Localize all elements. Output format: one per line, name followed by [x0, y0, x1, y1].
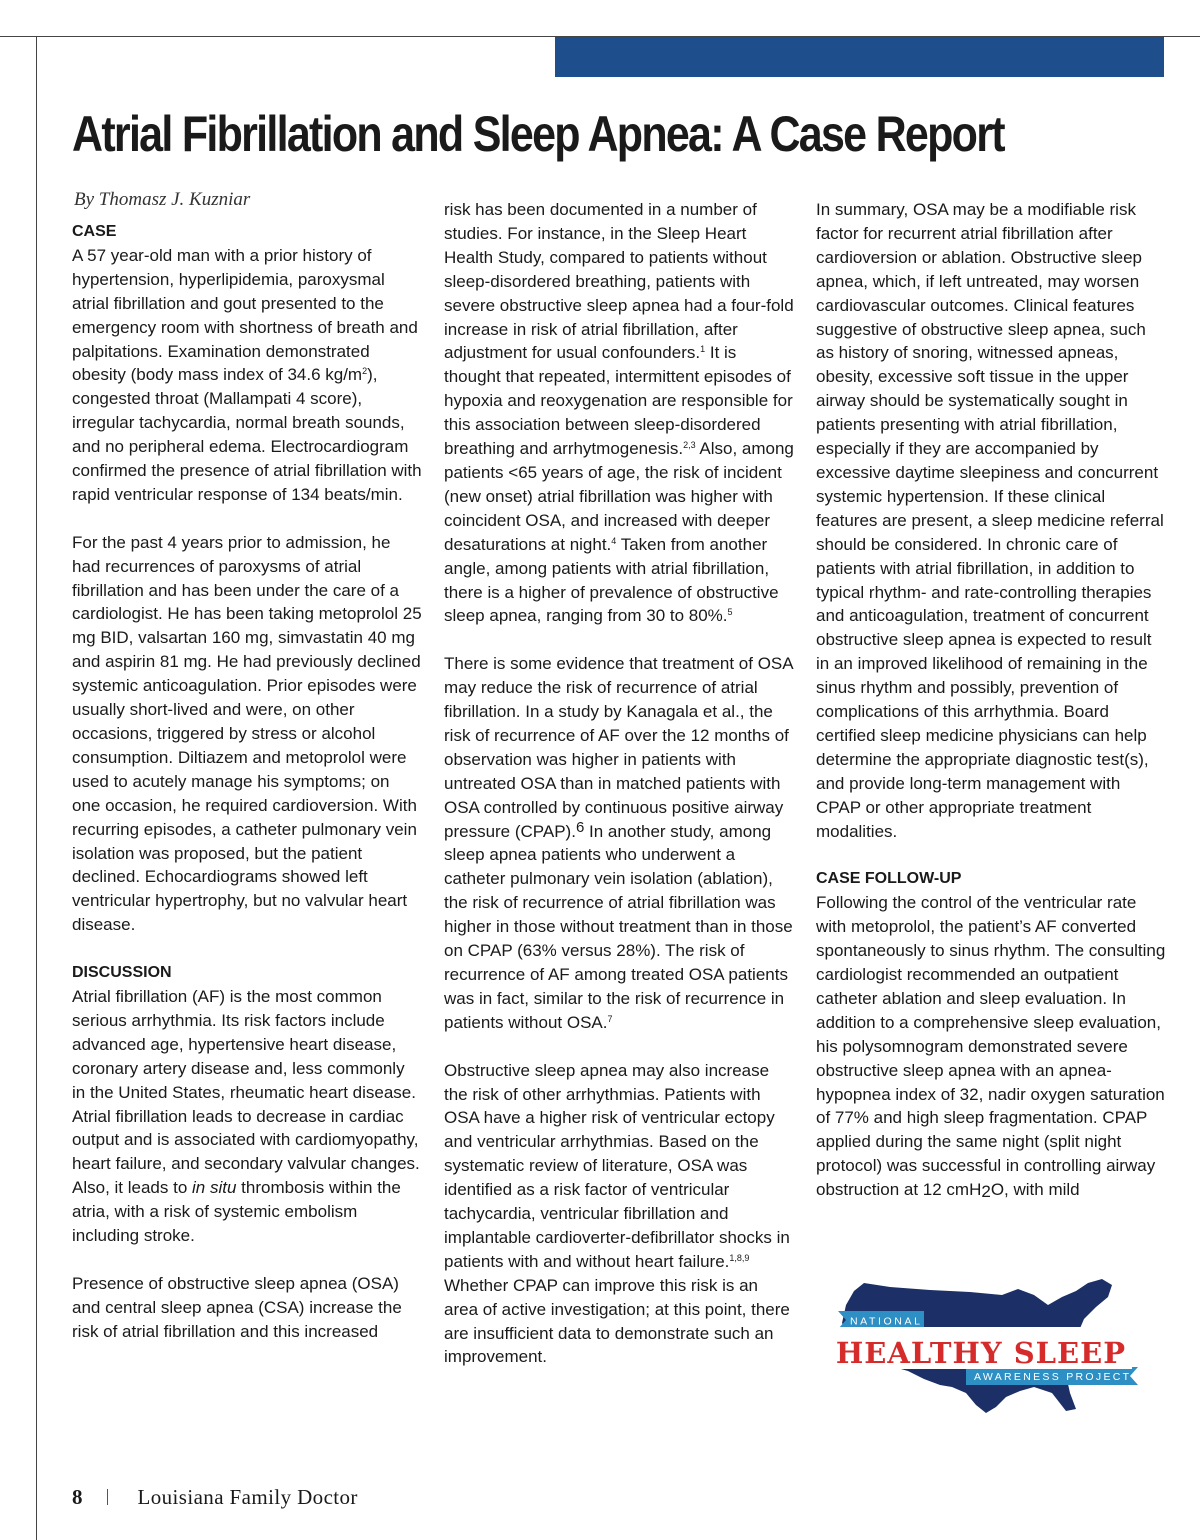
healthy-sleep-logo: [820, 1275, 1148, 1415]
followup-paragraph: Following the control of the ventricular rate with metoprolol, the patient’s AF converted spontaneously to sinus rhythm. The consulting cardiologist recommended an outpatient catheter ablation and sleep evaluation. In addition to a comprehensive sleep evaluation, his polysomnogram demonstrated severe obstructive sleep apnea with an apnea-hypopnea index of 32, nadir oxygen saturation of 77% and high sleep fragmentation. CPAP applied during the same night (split night protocol) was successful in controlling airway obstruction at 12 cmH$_2$O, with mild: [816, 893, 1166, 1202]
article-title: Atrial Fibrillation and Sleep Apnea: A Case Report: [72, 106, 1004, 162]
page-footer: [72, 1485, 358, 1510]
case-paragraph-1: A 57 year-old man with a prior history of hypertension, hyperlipidemia, paroxysmal atrial fibrillation and gout presented to the emergency room with shortness of breath and palpitations. Examination demonstrated obesity (body mass index of 34.6 $kg/m^2$), congested throat (Mallampati 4 score), irregular tachycardia, normal breath sounds, and no peripheral edema. Electrocardiogram confirmed the presence of atrial fibrillation with rapid ventricular response of 134 beats/min.: [72, 245, 422, 504]
footer-divider: [107, 1489, 108, 1505]
logo-line-1: NATIONAL: [850, 1315, 923, 1328]
column-1: [72, 220, 422, 1344]
column-2: [444, 198, 796, 1369]
logo-line-2: HEALTHY SLEEP: [835, 1336, 1127, 1370]
case-paragraph-2: For the past 4 years prior to admission, he had recurrences of paroxysms of atrial fibrillation and has been under the care of a cardiologist. He has been taking metoprolol 25 mg BID, valsartan 160 mg, simvastatin 40 mg and aspirin 81 mg. He had previously declined systemic anticoagulation. Prior episodes were usually short-lived and were, on other occasions, triggered by stress or alcohol consumption. Diltiazem and metoprolol were used to acutely manage his symptoms; on one occasion, he required cardioversion. With recurring episodes, a catheter pulmonary vein isolation was proposed, but the patient declined. Echocardiograms showed left ventricular hypertrophy, but no valvular heart disease.: [72, 532, 422, 935]
col2-paragraph-1: risk has been documented in a number of studies. For instance, in the Sleep Heart Health Study, compared to patients without sleep-disordered breathing, patients with severe obstructive sleep apnea had a four-fold increase in risk of atrial fibrillation, after adjustment for usual confounders.$^1$ It is thought that repeated, intermittent episodes of hypoxia and reoxygenation are responsible for this association between sleep-disordered breathing and arrhytmogenesis.$^{2,3}$ Also, among patients <65 years of age, the risk of incident (new onset) atrial fibrillation was higher with coincident OSA, and increased with deeper desaturations at night.$^4$ Taken from another angle, among patients with atrial fibrillation, there is a higher of prevalence of obstructive sleep apnea, ranging from 30 to 80%.$^5$: [444, 200, 794, 626]
logo-line-3: AWARENESS PROJECT: [974, 1371, 1132, 1383]
discussion-paragraph-2: Presence of obstructive sleep apnea (OSA) and central sleep apnea (CSA) increase the risk of atrial fibrillation and this increased: [72, 1273, 402, 1341]
case-heading: CASE: [72, 223, 117, 240]
col2-paragraph-2: There is some evidence that treatment of OSA may reduce the risk of recurrence of atrial fibrillation. In a study by Kanagala et al., the risk of recurrence of AF over the 12 months of observation was higher in patients with untreated OSA than in matched patients with OSA controlled by continuous positive airway pressure (CPAP).$^6$ In another study, among sleep apnea patients who underwent a catheter pulmonary vein isolation (ablation), the risk of recurrence of atrial fibrillation was higher in those without treatment than in those on CPAP (63% versus 28%). The risk of recurrence of AF among treated OSA patients was in fact, similar to the risk of recurrence in patients without OSA.$^7$: [444, 654, 793, 1032]
us-map-icon: [820, 1275, 1148, 1415]
column-3: [816, 198, 1166, 1202]
col2-paragraph-3: Obstructive sleep apnea may also increase the risk of other arrhythmias. Patients with OSA have a higher risk of ventricular ectopy and ventricular arrhythmias. Based on the systematic review of literature, OSA was identified as a risk factor of ventricular tachycardia, ventricular fibrillation and implantable cardioverter-defibrillator shocks in patients with and without heart failure.$^{1,8,9}$ Whether CPAP can improve this risk is an area of active investigation; at this point, there are insufficient data to demonstrate such an improvement.: [444, 1060, 790, 1367]
publication-name: Louisiana Family Doctor: [137, 1485, 358, 1509]
page-number: 8: [72, 1485, 83, 1509]
summary-paragraph: In summary, OSA may be a modifiable risk factor for recurrent atrial fibrillation after cardioversion or ablation. Obstructive sleep apnea, which, if left untreated, may worsen cardiovascular outcomes. Clinical features suggestive of obstructive sleep apnea, such as history of snoring, witnessed apneas, obesity, excessive soft tissue in the upper airway should be systematically sought in patients presenting with atrial fibrillation, especially if they are accompanied by excessive daytime sleepiness and concurrent systemic hypertension. If these clinical features are present, a sleep medicine referral should be considered. In chronic care of patients with atrial fibrillation, in addition to typical rhythm- and rate-controlling therapies and anticoagulation, treatment of concurrent obstructive sleep apnea is expected to result in an improved likelihood of remaining in the sinus rhythm and possibly, prevention of complications of this arrhythmia. Board certified sleep medicine physicians can help determine the appropriate diagnostic test(s), and provide long-term management with CPAP or other appropriate treatment modalities.: [816, 200, 1164, 841]
discussion-paragraph-1: Atrial fibrillation (AF) is the most common serious arrhythmia. Its risk factors include advanced age, hypertensive heart disease, coronary artery disease and, less commonly in the United States, rheumatic heart disease. Atrial fibrillation leads to decrease in cardiac output and is associated with cardiomyopathy, heart failure, and secondary valvular changes. Also, it leads to in situ thrombosis within the atria, with a risk of systemic embolism including stroke.: [72, 986, 420, 1246]
left-rule: [36, 36, 37, 1540]
discussion-heading: DISCUSSION: [72, 964, 172, 982]
byline: By Thomasz J. Kuzniar: [74, 189, 251, 210]
case-followup-heading: CASE FOLLOW-UP: [816, 870, 962, 888]
header-accent-bar: [555, 37, 1164, 77]
